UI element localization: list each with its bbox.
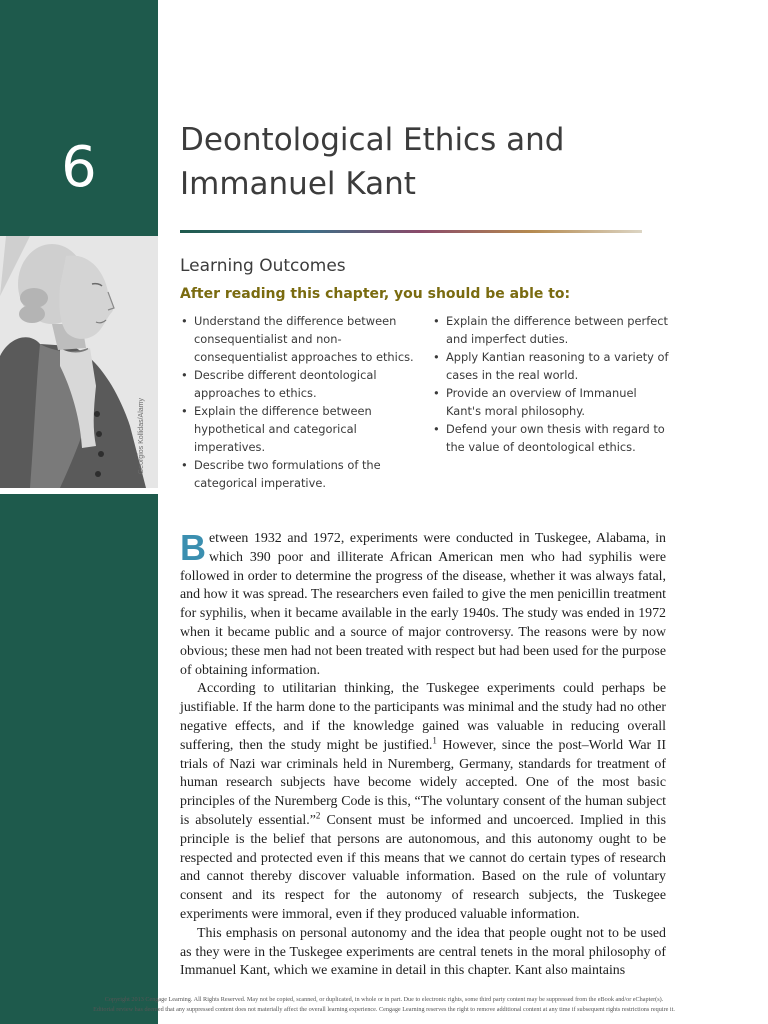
chapter-title [180,118,740,206]
title-divider [180,230,642,233]
chapter-title-line-2: Immanuel Kant [180,166,416,202]
paragraph-text: According to utilitarian thinking, the Tuskegee experiments could perhaps be justifiable. If the harm done to the participants was minimal and the study had no other negative effects, and if the knowledge gained was valuable in reducing overall suffering, then the study might be justified. [180,681,666,753]
outcome-item: • Defend your own thesis with regard to the value of deontological ethics. [432,420,670,456]
learning-outcomes-subheading: After reading this chapter, you should be able to: [180,286,571,302]
drop-cap: B [180,527,206,568]
chapter-number-panel [0,0,158,236]
learning-outcomes-heading: Learning Outcomes [180,256,346,276]
body-paragraph-3 [180,925,666,981]
outcome-item: • Explain the difference between hypothetical and categorical imperatives. [180,402,418,456]
outcome-item: • Explain the difference between perfect and imperfect duties. [432,312,670,348]
paragraph-text: This emphasis on personal autonomy and the idea that people ought not to be used as they were in the Tuskegee experiments are central tenets in the moral philosophy of Immanuel Kant, which we examine in detail in this chapter. Kant also maintains [180,925,666,979]
paragraph-text: etween 1932 and 1972, experiments were conducted in Tuskegee, Alabama, in which 390 poor and illiterate African American men who had syphilis were followed in order to determine the progress of the disease, whether it was always fatal, and how it was spread. The researchers even failed to give the men penicillin treatment for syphilis, when it became available in the early 1940s. The study was ended in 1972 when it became public and a source of major controversy. The reasons were by now obvious; these men had not been treated with respect but had been used for the purpose of obtaining information. [180,531,666,678]
outcomes-list-left [180,312,418,492]
copyright-line-2: Editorial review has deemed that any suppressed content does not materially affect the overall learning experience. Cengage Learning reserves the right to remove additional content at any time if subsequent rights restrictions require it. [93,1006,675,1013]
kant-portrait [0,236,158,488]
footnote-ref-1[interactable]: 1 [432,735,437,746]
body-paragraph-1 [180,527,666,680]
chapter-title-line-1: Deontological Ethics and [180,122,565,158]
chapter-body [180,527,666,981]
outcomes-list-right [432,312,670,456]
footnote-ref-2[interactable]: 2 [315,810,321,821]
paragraph-text: Consent must be informed and uncoerced. Implied in this principle is the belief that persons are autonomous, and this autonomy ought to be respected and protected even if this means that we cannot do certain types of research and cannot thereby discover valuable information. Based on the rule of voluntary consent and its respect for the autonomy of research subjects, the Tuskegee experiments were immoral, even if they produced valuable information. [180,812,666,922]
outcome-item: • Apply Kantian reasoning to a variety of cases in the real world. [432,348,670,384]
outcome-item: • Understand the difference between consequentialist and non-consequentialist approaches to ethics. [180,312,418,366]
outcome-item: • Describe two formulations of the categorical imperative. [180,456,418,492]
chapter-number: 6 [61,135,97,200]
outcome-item: • Describe different deontological approaches to ethics. [180,366,418,402]
copyright-footer [0,995,768,1015]
body-paragraph-2 [180,680,666,924]
photo-credit: Georgios Kollidas/Alamy [138,398,145,475]
outcome-item: • Provide an overview of Immanuel Kant's moral philosophy. [432,384,670,420]
copyright-line-1: Copyright 2013 Cengage Learning. All Rights Reserved. May not be copied, scanned, or duplicated, in whole or in part. Due to electronic rights, some third party content may be suppressed from the eBook and/or eChapter(s). [104,996,664,1003]
paragraph-text: However, since the post–World War II trials of Nazi war criminals held in Nuremberg, Germany, standards for treatment of human research subjects have become widely accepted. One of the most basic principles of the Nuremberg Code is this, “The voluntary consent of the human subject is absolutely essential.” [180,737,666,828]
sidebar-band [0,494,158,1024]
